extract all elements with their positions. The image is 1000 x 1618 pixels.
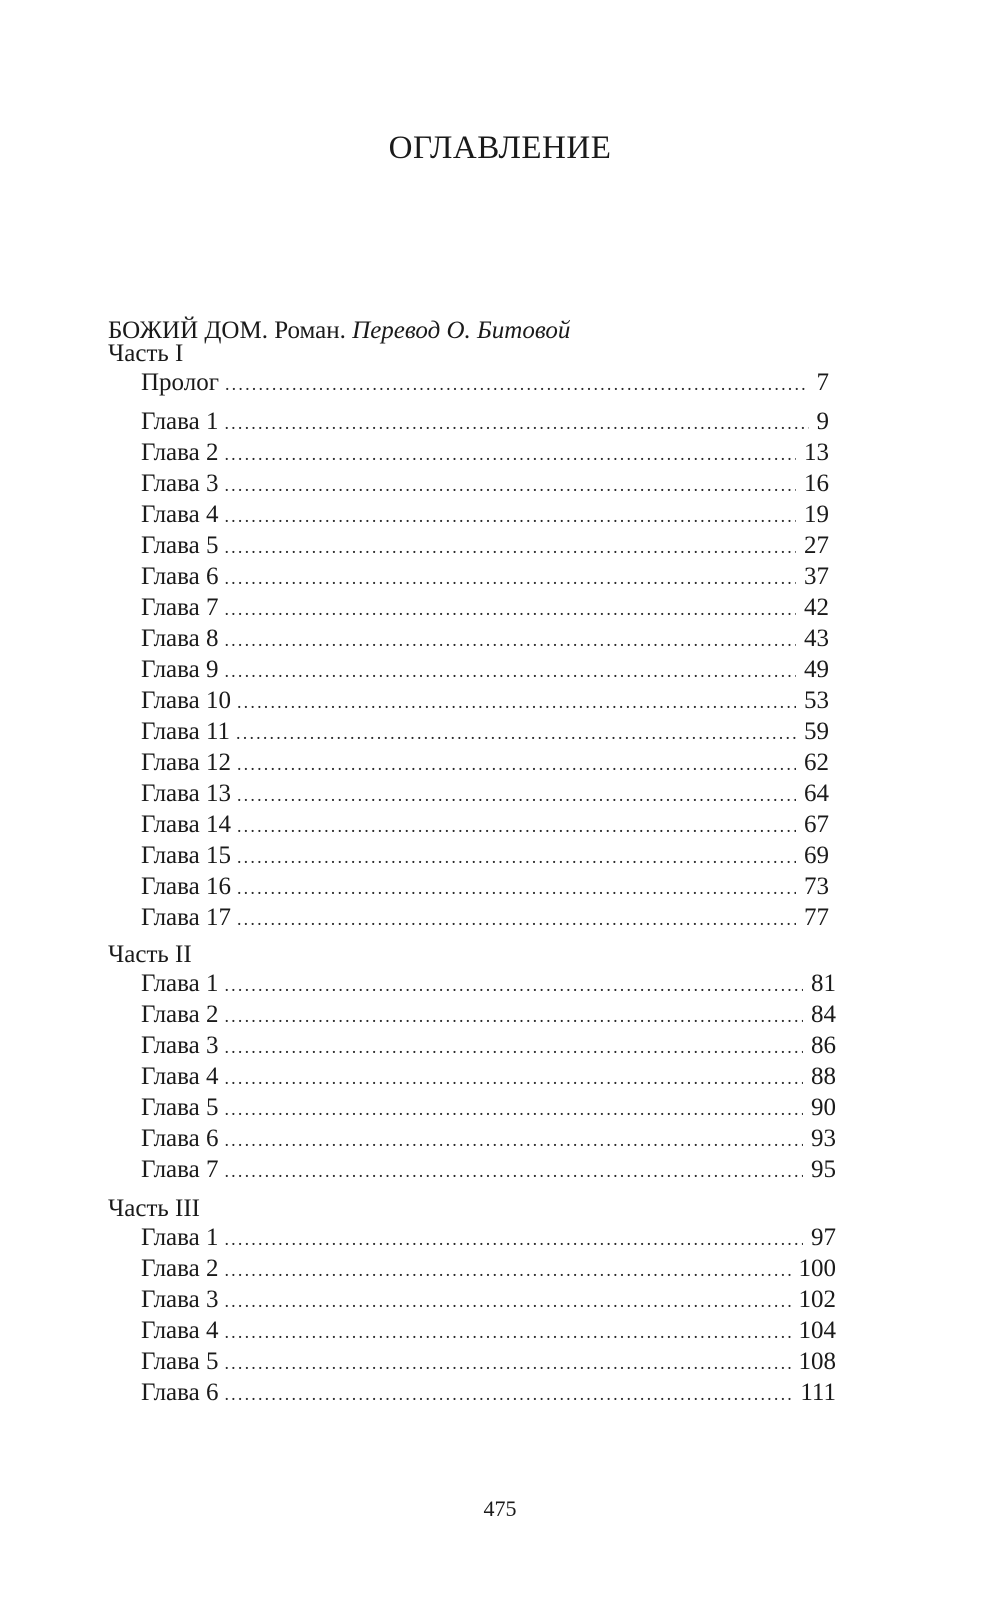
toc-entry[interactable] bbox=[141, 623, 829, 654]
part-heading-3: Часть III bbox=[108, 1195, 200, 1222]
toc-entry[interactable] bbox=[141, 468, 829, 499]
toc-entry-page: 37 bbox=[804, 563, 829, 590]
dot-leader bbox=[224, 1156, 803, 1187]
dot-leader bbox=[224, 532, 796, 563]
toc-entry-page: 90 bbox=[811, 1094, 836, 1121]
toc-entry-page: 77 bbox=[804, 904, 829, 931]
toc-entry[interactable] bbox=[141, 968, 836, 999]
toc-entry-page: 13 bbox=[804, 439, 829, 466]
toc-entry[interactable] bbox=[141, 530, 829, 561]
toc-entry-label: Глава 8 bbox=[141, 625, 219, 652]
toc-entry-label: Глава 1 bbox=[141, 408, 219, 435]
toc-entry-label: Глава 5 bbox=[141, 1094, 219, 1121]
toc-entry-label: Глава 4 bbox=[141, 1063, 219, 1090]
toc-entry-label: Глава 7 bbox=[141, 594, 219, 621]
toc-entry[interactable] bbox=[141, 437, 829, 468]
toc-entry-page: 53 bbox=[804, 687, 829, 714]
dot-leader bbox=[224, 656, 796, 687]
toc-entry-label: Глава 13 bbox=[141, 780, 231, 807]
toc-entry-page: 67 bbox=[804, 811, 829, 838]
toc-entry[interactable] bbox=[141, 902, 829, 933]
dot-leader bbox=[224, 1286, 790, 1317]
toc-entry-page: 97 bbox=[811, 1224, 836, 1251]
dot-leader bbox=[224, 1255, 790, 1286]
dot-leader bbox=[224, 625, 796, 656]
dot-leader bbox=[237, 780, 796, 811]
dot-leader bbox=[224, 501, 796, 532]
toc-entry-page: 104 bbox=[798, 1317, 836, 1344]
toc-entry[interactable] bbox=[141, 1377, 836, 1408]
toc-entry-page: 64 bbox=[804, 780, 829, 807]
toc-entry-page: 62 bbox=[804, 749, 829, 776]
toc-entry[interactable] bbox=[141, 1284, 836, 1315]
toc-entry-page: 84 bbox=[811, 1001, 836, 1028]
toc-entry[interactable] bbox=[141, 561, 829, 592]
toc-entry[interactable] bbox=[141, 367, 829, 398]
part-heading-2: Часть II bbox=[108, 941, 192, 968]
dot-leader bbox=[224, 1317, 790, 1348]
toc-entry-page: 93 bbox=[811, 1125, 836, 1152]
dot-leader bbox=[224, 1001, 803, 1032]
toc-entry[interactable] bbox=[141, 1253, 836, 1284]
toc-entry-label: Глава 2 bbox=[141, 1001, 219, 1028]
toc-entry-page: 108 bbox=[798, 1348, 836, 1375]
toc-entry-label: Глава 6 bbox=[141, 1379, 219, 1406]
toc-entry-label: Глава 1 bbox=[141, 1224, 219, 1251]
toc-entry-page: 9 bbox=[816, 408, 829, 435]
toc-entry-page: 69 bbox=[804, 842, 829, 869]
toc-entry-label: Глава 3 bbox=[141, 470, 219, 497]
toc-entry[interactable] bbox=[141, 654, 829, 685]
toc-entry-label: Глава 6 bbox=[141, 563, 219, 590]
toc-entry[interactable] bbox=[141, 871, 829, 902]
toc-entry-page: 27 bbox=[804, 532, 829, 559]
toc-entry-page: 81 bbox=[811, 970, 836, 997]
toc-entry-label: Глава 5 bbox=[141, 532, 219, 559]
toc-entry-label: Глава 2 bbox=[141, 1255, 219, 1282]
toc-entry-label: Глава 16 bbox=[141, 873, 231, 900]
toc-entry-label: Глава 6 bbox=[141, 1125, 219, 1152]
toc-entry[interactable] bbox=[141, 499, 829, 530]
dot-leader bbox=[224, 1032, 803, 1063]
toc-entry-label: Глава 5 bbox=[141, 1348, 219, 1375]
dot-leader bbox=[237, 904, 796, 935]
toc-entry-page: 102 bbox=[798, 1286, 836, 1313]
toc-entry-page: 86 bbox=[811, 1032, 836, 1059]
toc-entry-label: Глава 9 bbox=[141, 656, 219, 683]
translator-credit: Перевод О. Битовой bbox=[352, 317, 571, 344]
toc-entry[interactable] bbox=[141, 1092, 836, 1123]
toc-entry-label: Глава 11 bbox=[141, 718, 231, 745]
dot-leader bbox=[224, 439, 796, 470]
toc-entry-page: 100 bbox=[798, 1255, 836, 1282]
toc-entry-page: 111 bbox=[800, 1379, 836, 1406]
toc-entry-label: Глава 17 bbox=[141, 904, 231, 931]
toc-entry-page: 95 bbox=[811, 1156, 836, 1183]
toc-entry[interactable] bbox=[141, 1030, 836, 1061]
page-title: ОГЛАВЛЕНИЕ bbox=[388, 130, 612, 166]
dot-leader bbox=[224, 563, 796, 594]
toc-entry[interactable] bbox=[141, 1346, 836, 1377]
toc-entry[interactable] bbox=[141, 999, 836, 1030]
toc-entry[interactable] bbox=[141, 809, 829, 840]
dot-leader bbox=[236, 718, 796, 749]
toc-entry-label: Пролог bbox=[141, 369, 219, 396]
dot-leader bbox=[224, 1125, 803, 1156]
toc-entry[interactable] bbox=[141, 406, 829, 437]
toc-entry[interactable] bbox=[141, 840, 829, 871]
toc-entry-label: Глава 4 bbox=[141, 501, 219, 528]
toc-entry-page: 88 bbox=[811, 1063, 836, 1090]
toc-entry-label: Глава 7 bbox=[141, 1156, 219, 1183]
part-heading-1: Часть I bbox=[108, 340, 184, 367]
dot-leader bbox=[224, 1379, 792, 1410]
dot-leader bbox=[237, 687, 796, 718]
toc-entry-page: 73 bbox=[804, 873, 829, 900]
toc-entry-label: Глава 4 bbox=[141, 1317, 219, 1344]
toc-entry-label: Глава 15 bbox=[141, 842, 231, 869]
toc-entry[interactable] bbox=[141, 592, 829, 623]
toc-entry-label: Глава 2 bbox=[141, 439, 219, 466]
toc-entry[interactable] bbox=[141, 778, 829, 809]
dot-leader bbox=[237, 749, 796, 780]
dot-leader bbox=[224, 1063, 803, 1094]
toc-entry[interactable] bbox=[141, 685, 829, 716]
dot-leader bbox=[224, 1224, 803, 1255]
toc-entry[interactable] bbox=[141, 716, 829, 747]
dot-leader bbox=[224, 594, 796, 625]
dot-leader bbox=[224, 1348, 790, 1379]
dot-leader bbox=[237, 811, 796, 842]
dot-leader bbox=[224, 470, 796, 501]
dot-leader bbox=[224, 1094, 803, 1125]
toc-entry[interactable] bbox=[141, 1123, 836, 1154]
dot-leader bbox=[224, 408, 808, 439]
toc-entry[interactable] bbox=[141, 747, 829, 778]
toc-entry-label: Глава 1 bbox=[141, 970, 219, 997]
toc-entry-label: Глава 3 bbox=[141, 1032, 219, 1059]
dot-leader bbox=[237, 873, 796, 904]
dot-leader bbox=[224, 970, 803, 1001]
toc-entry-label: Глава 3 bbox=[141, 1286, 219, 1313]
work-title-text: БОЖИЙ ДОМ. Роман. bbox=[108, 317, 346, 344]
toc-entry-page: 16 bbox=[804, 470, 829, 497]
toc-entry[interactable] bbox=[141, 1154, 836, 1185]
page-number: 475 bbox=[483, 1496, 517, 1521]
toc-entry-page: 7 bbox=[816, 369, 829, 396]
toc-entry-page: 19 bbox=[804, 501, 829, 528]
toc-entry[interactable] bbox=[141, 1061, 836, 1092]
toc-entry[interactable] bbox=[141, 1222, 836, 1253]
toc-entry-label: Глава 12 bbox=[141, 749, 231, 776]
toc-entry-label: Глава 10 bbox=[141, 687, 231, 714]
dot-leader bbox=[225, 369, 809, 400]
toc-entry-page: 49 bbox=[804, 656, 829, 683]
toc-entry-label: Глава 14 bbox=[141, 811, 231, 838]
toc-entry-page: 59 bbox=[804, 718, 829, 745]
toc-entry[interactable] bbox=[141, 1315, 836, 1346]
toc-entry-page: 43 bbox=[804, 625, 829, 652]
toc-entry-page: 42 bbox=[804, 594, 829, 621]
dot-leader bbox=[237, 842, 796, 873]
